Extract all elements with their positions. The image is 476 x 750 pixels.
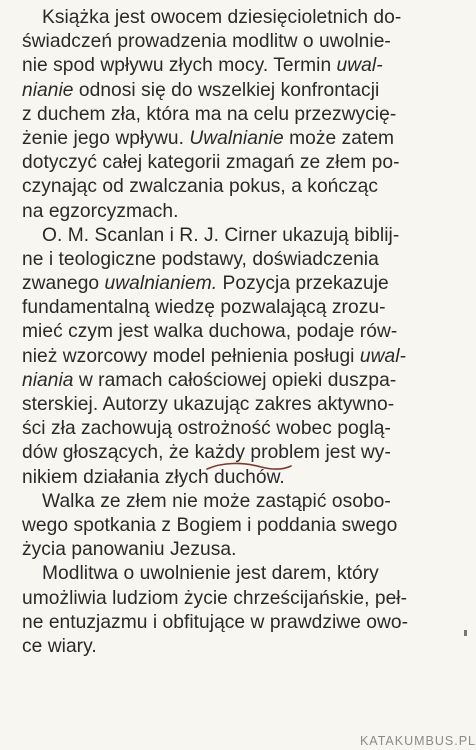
text-line xyxy=(22,272,462,296)
text-segment: mieć czym jest walka duchowa, podaje rów- xyxy=(22,321,398,343)
text-segment: dotyczyć całej kategorii zmagań ze złem po- xyxy=(22,152,400,174)
text-line xyxy=(22,441,462,465)
text-line xyxy=(22,151,462,175)
text-line xyxy=(22,296,462,320)
text-segment: świadczeń prowadzenia modlitw o uwolnie- xyxy=(22,31,391,53)
italic-text-segment: niania xyxy=(22,369,74,391)
text-segment: ne entuzjazmu i obfitujące w prawdziwe owo- xyxy=(22,611,409,633)
text-segment: Pozycja przekazuje xyxy=(217,273,389,295)
text-segment: Książka jest owocem dziesięcioletnich do- xyxy=(42,7,402,28)
text-line xyxy=(22,103,462,127)
text-line xyxy=(22,224,462,248)
description-text xyxy=(22,6,462,659)
text-segment: sterskiej. Autorzy ukazując zakres aktywno- xyxy=(22,394,395,415)
italic-text-segment: Uwalnianie xyxy=(189,127,284,149)
text-line xyxy=(22,635,462,659)
text-segment: może zatem xyxy=(283,127,395,149)
italic-text-segment: nianie xyxy=(22,79,74,101)
text-line xyxy=(22,79,462,103)
text-segment: na egzorcyzmach. xyxy=(22,200,179,222)
text-line xyxy=(22,538,462,562)
text-segment: czynając od zwalczania pokus, a kończąc xyxy=(22,176,379,198)
text-segment: zwanego xyxy=(22,273,105,295)
text-line xyxy=(22,587,462,611)
text-segment: z duchem zła, która ma na celu przezwycię- xyxy=(22,103,397,125)
text-segment: O. M. Scanlan i R. J. Cirner ukazują biblij- xyxy=(42,224,400,246)
text-line xyxy=(22,6,462,30)
text-line xyxy=(22,30,462,54)
text-segment: Modlitwa o uwolnienie jest darem, który xyxy=(42,563,379,585)
italic-text-segment: uwal- xyxy=(359,345,406,367)
text-segment: Walka ze złem nie może zastąpić osobo- xyxy=(42,490,391,512)
text-segment: ne i teologiczne podstawy, doświadczenia xyxy=(22,248,379,270)
text-segment: w ramach całościowej opieki duszpa- xyxy=(73,369,397,391)
text-line xyxy=(22,200,462,224)
text-line xyxy=(22,369,462,393)
italic-text-segment: uwalnianiem. xyxy=(104,273,218,295)
watermark-text: KATAKUMBUS.PL xyxy=(359,734,476,748)
text-line xyxy=(22,248,462,272)
text-line xyxy=(22,466,462,490)
text-segment: ce wiary. xyxy=(22,635,97,657)
text-line xyxy=(22,320,462,344)
text-line xyxy=(22,127,462,151)
text-segment: ści zła zachowują ostrożność wobec poglą- xyxy=(22,418,391,440)
text-segment: nie spod wpływu złych mocy. Termin xyxy=(22,55,337,77)
text-segment: nikiem działania złych duchów. xyxy=(22,466,285,488)
margin-tick-mark xyxy=(464,630,467,636)
text-line xyxy=(22,175,462,199)
text-segment: fundamentalną wiedzę pozwalającą zrozu- xyxy=(22,297,386,319)
text-line xyxy=(22,345,462,369)
text-segment: dów głoszących, że każdy problem jest wy- xyxy=(22,442,391,464)
text-line xyxy=(22,490,462,514)
text-line xyxy=(22,54,462,78)
text-line xyxy=(22,417,462,441)
text-line xyxy=(22,393,462,417)
text-line xyxy=(22,562,462,586)
text-line xyxy=(22,514,462,538)
text-segment: nież wzorcowy model pełnienia posługi xyxy=(22,345,360,367)
text-segment: umożliwia ludziom życie chrześcijańskie, peł- xyxy=(22,587,408,609)
text-segment: wego spotkania z Bogiem i poddania swego xyxy=(22,514,398,536)
italic-text-segment: uwal- xyxy=(336,55,383,77)
text-segment: żenie jego wpływu. xyxy=(22,127,190,149)
text-segment: odnosi się do wszelkiej konfrontacji xyxy=(73,79,380,101)
text-line xyxy=(22,611,462,635)
text-segment: życia panowaniu Jezusa. xyxy=(22,539,237,561)
